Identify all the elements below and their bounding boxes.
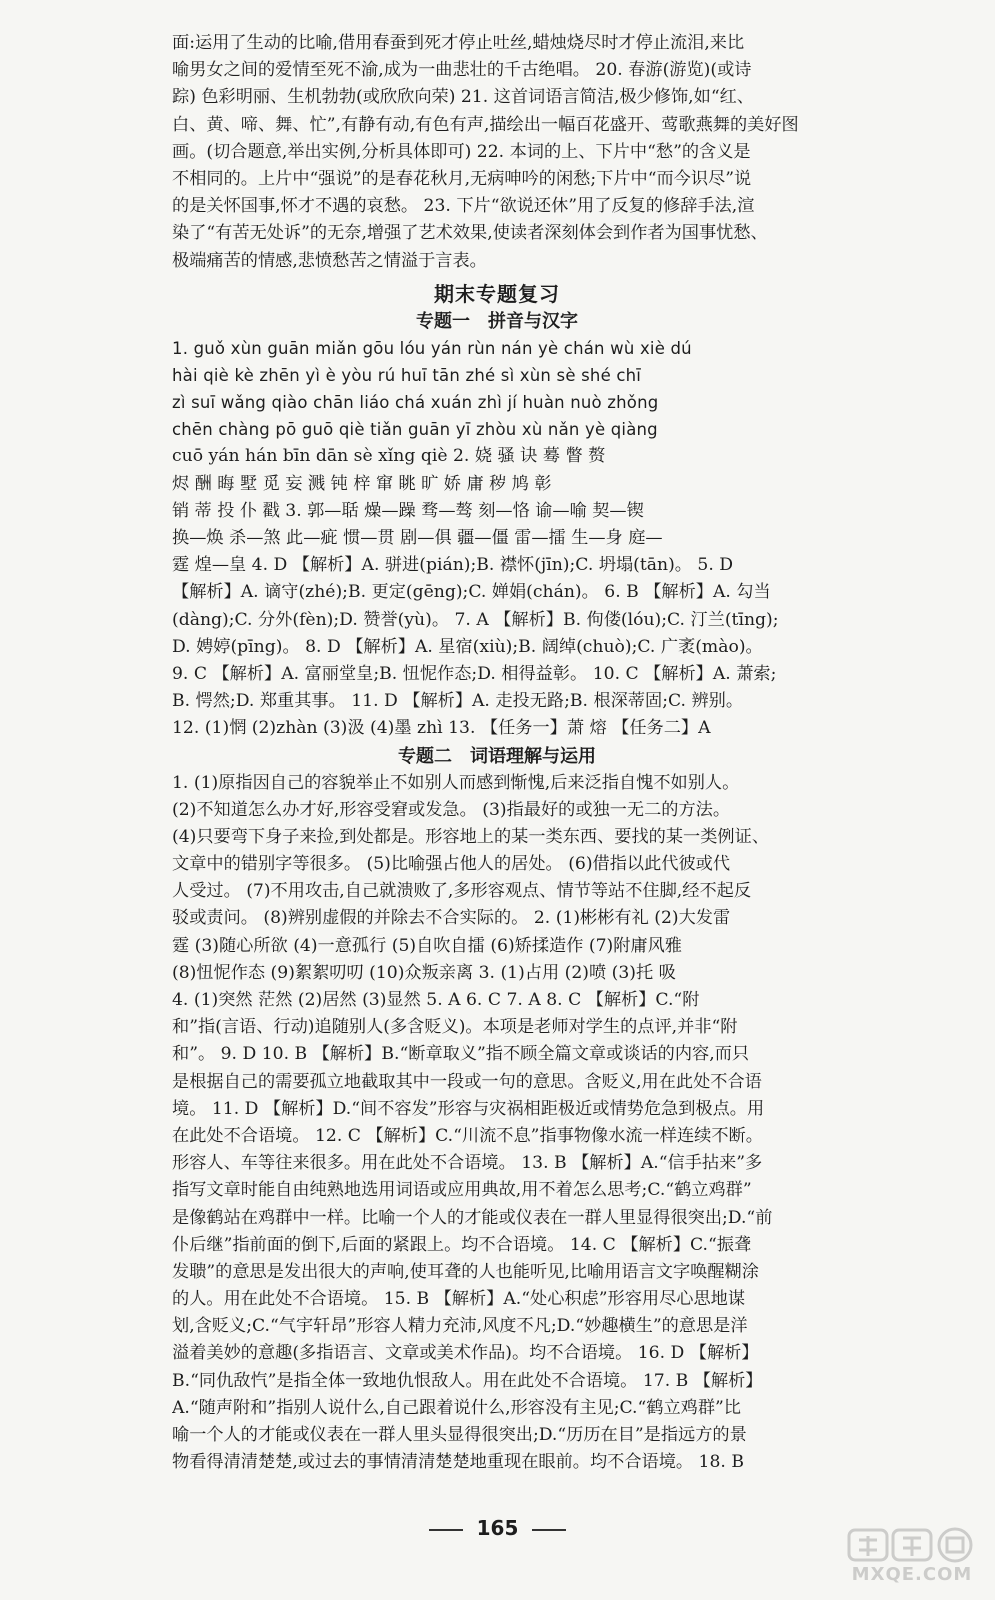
page-footer	[0, 1516, 995, 1540]
text-line: 12. (1)惘 (2)zhàn (3)汲 (4)墨 zhì 13. 【任务一】萧 熔 【任务二】A	[172, 718, 711, 739]
text-line: 染了“有苦无处诉”的无奈,增强了艺术效果,使读者深刻体会到作者为国事忧愁、	[172, 223, 768, 244]
text-line: 极端痛苦的情感,悲愤愁苦之情溢于言表。	[172, 250, 487, 271]
text-line: 人受过。 (7)不用攻击,自己就溃败了,多形容观点、情节等站不住脚,经不起反	[172, 881, 752, 902]
text-line: 画。(切合题意,举出实例,分析具体即可) 22. 本词的上、下片中“愁”的含义是	[172, 141, 751, 162]
pinyin-line: 1. guǒ xùn guān miǎn gōu lóu yán rùn nán yè chán wù xiè dú	[172, 338, 692, 358]
text-line: (4)只要弯下身子来捡,到处都是。形容地上的某一类东西、要找的某一类例证、	[172, 826, 770, 847]
text-line: 霆 煌—皇 4. D 【解析】A. 骈进(pián);B. 襟怀(jīn);C. 坍塌(tān)。 5. D	[172, 555, 734, 576]
watermark-logo-icon	[847, 1526, 977, 1564]
text-line: 发聩”的意思是发出很大的声响,使耳聋的人也能听见,比喻用语言文字唤醒糊涂	[172, 1261, 759, 1282]
text-line: 是像鹤站在鸡群中一样。比喻一个人的才能或仪表在一群人里显得很突出;D.“前	[172, 1207, 773, 1228]
text-line: 喻男女之间的爱情至死不渝,成为一曲悲壮的千古绝唱。 20. 春游(游览)(或诗	[172, 60, 752, 81]
page-number: 165	[476, 1516, 519, 1540]
text-line: 面:运用了生动的比喻,借用春蚕到死才停止吐丝,蜡烛烧尽时才停止流泪,来比	[172, 33, 745, 53]
text-line: 境。 11. D 【解析】D.“间不容发”形容与灾祸相距极近或情势危急到极点。用	[172, 1098, 765, 1119]
text-line: 的人。用在此处不合语境。 15. B 【解析】A.“处心积虑”形容用尽心思地谋	[172, 1289, 746, 1310]
topic-title: 专题二 词语理解与运用	[398, 745, 596, 767]
text-line: (dàng);C. 分外(fèn);D. 赞誉(yù)。 7. A 【解析】B. 佝偻(lóu);C. 汀兰(tīng);	[172, 609, 779, 630]
dash-divider	[532, 1529, 566, 1531]
text-line: 霆 (3)随心所欲 (4)一意孤行 (5)自吹自擂 (6)矫揉造作 (7)附庸风雅	[172, 935, 682, 956]
text-line: 和”指(言语、行动)追随别人(多含贬义)。本项是老师对学生的点评,并非“附	[172, 1017, 738, 1038]
text-line: 形容人、车等往来很多。用在此处不合语境。 13. B 【解析】A.“信手拈来”多	[172, 1153, 763, 1174]
text-line: 9. C 【解析】A. 富丽堂皇;B. 忸怩作态;D. 相得益彰。 10. C 【解析】A. 萧索;	[172, 663, 777, 684]
text-line: 烬 酬 晦 墅 觅 妄 溅 钝 梓 窜 眺 旷 娇 庸 秽 鸠 彰	[172, 473, 552, 494]
topic-one	[172, 308, 822, 743]
text-line: (2)不知道怎么办才好,形容受窘或发急。 (3)指最好的或独一无二的方法。	[172, 799, 731, 820]
pinyin-line: zì suī wǎng qiào chān liáo chá xuán zhì jí huàn nuò zhǒng	[172, 393, 659, 413]
dash-divider	[429, 1529, 463, 1531]
watermark-text: MXQE.COM	[851, 1564, 973, 1585]
text-line: cuō yán hán bīn dān sè xǐng qiè 2. 娆 骚 诀 蓦 瞥 赘	[172, 446, 606, 467]
text-line: B. 愕然;D. 郑重其事。 11. D 【解析】A. 走投无路;B. 根深蒂固;C. 辨别。	[172, 691, 744, 712]
topic-title: 专题一 拼音与汉字	[416, 310, 578, 332]
text-line: A.“随声附和”指别人说什么,自己跟着说什么,形容没有主见;C.“鹤立鸡群”比	[172, 1397, 741, 1418]
text-line: 销 蒂 投 仆 戳 3. 郭—聒 燥—躁 骛—骜 刻—恪 谕—喻 契—锲	[172, 500, 644, 521]
document-body	[172, 30, 822, 1476]
text-line: 4. (1)突然 茫然 (2)居然 (3)显然 5. A 6. C 7. A 8. C 【解析】C.“附	[172, 990, 700, 1010]
text-line: 踪) 色彩明丽、生机勃勃(或欣欣向荣) 21. 这首词语言简洁,极少修饰,如“红、	[172, 87, 754, 108]
text-line: (8)忸怩作态 (9)絮絮叨叨 (10)众叛亲离 3. (1)占用 (2)喷 (3)托 吸	[172, 962, 676, 983]
text-line: 的是关怀国事,怀才不遇的哀愁。 23. 下片“欲说还休”用了反复的修辞手法,渲	[172, 196, 755, 217]
text-line: 1. (1)原指因自己的容貌举止不如别人而感到惭愧,后来泛指自愧不如别人。	[172, 772, 740, 793]
section-title: 期末专题复习	[434, 281, 560, 306]
text-line: 是根据自己的需要孤立地截取其中一段或一句的意思。含贬义,用在此处不合语	[172, 1071, 762, 1092]
text-line: 仆后继”指前面的倒下,后面的紧跟上。均不合语境。 14. C 【解析】C.“振聋	[172, 1234, 752, 1255]
text-line: 和”。 9. D 10. B 【解析】B.“断章取义”指不顾全篇文章或谈话的内容,而只	[172, 1044, 750, 1065]
text-line: 驳或责问。 (8)辨别虚假的并除去不合实际的。 2. (1)彬彬有礼 (2)大发雷	[172, 908, 731, 929]
text-line: 换—焕 杀—煞 此—疵 惯—贯 剧—俱 疆—僵 雷—擂 生—身 庭—	[172, 528, 663, 548]
intro-paragraph	[172, 30, 822, 275]
watermark	[847, 1526, 977, 1586]
text-line: 在此处不合语境。 12. C 【解析】C.“川流不息”指事物像水流一样连续不断。	[172, 1125, 763, 1146]
text-line: 溢着美妙的意趣(多指语言、文章或美术作品)。均不合语境。 16. D 【解析】	[172, 1343, 759, 1364]
text-line: D. 娉婷(pīng)。 8. D 【解析】A. 星宿(xiù);B. 阔绰(chuò);C. 广袤(mào)。	[172, 636, 763, 657]
text-line: 文章中的错别字等很多。 (5)比喻强占他人的居处。 (6)借指以此代彼或代	[172, 854, 731, 875]
pinyin-line: hài qiè kè zhēn yì è yòu rú huī tān zhé sì xùn sè shé chī	[172, 365, 642, 385]
text-line: 【解析】A. 谪守(zhé);B. 更定(gēng);C. 婵娟(chán)。 6. B 【解析】A. 勾当	[172, 582, 771, 603]
text-line: 划,含贬义;C.“气宇轩昂”形容人精力充沛,风度不凡;D.“妙趣横生”的意思是洋	[172, 1316, 748, 1337]
text-line: 喻一个人的才能或仪表在一群人里头显得很突出;D.“历历在目”是指远方的景	[172, 1425, 747, 1445]
topic-two	[172, 743, 822, 1477]
text-line: B.“同仇敌忾”是指全体一致地仇恨敌人。用在此处不合语境。 17. B 【解析】	[172, 1370, 763, 1391]
pinyin-line: chēn chàng pō guō qiè tiǎn guān yī zhòu xù nǎn yè qiàng	[172, 420, 658, 440]
text-line: 指写文章时能自由纯熟地选用词语或应用典故,用不着怎么思考;C.“鹤立鸡群”	[172, 1180, 752, 1201]
text-line: 不相同的。上片中“强说”的是春花秋月,无病呻吟的闲愁;下片中“而今识尽”说	[172, 168, 752, 189]
text-line: 白、黄、啼、舞、忙”,有静有动,有色有声,描绘出一幅百花盛开、莺歌燕舞的美好图	[172, 114, 799, 135]
text-line: 物看得清清楚楚,或过去的事情清清楚楚地重现在眼前。均不合语境。 18. B	[172, 1452, 744, 1473]
